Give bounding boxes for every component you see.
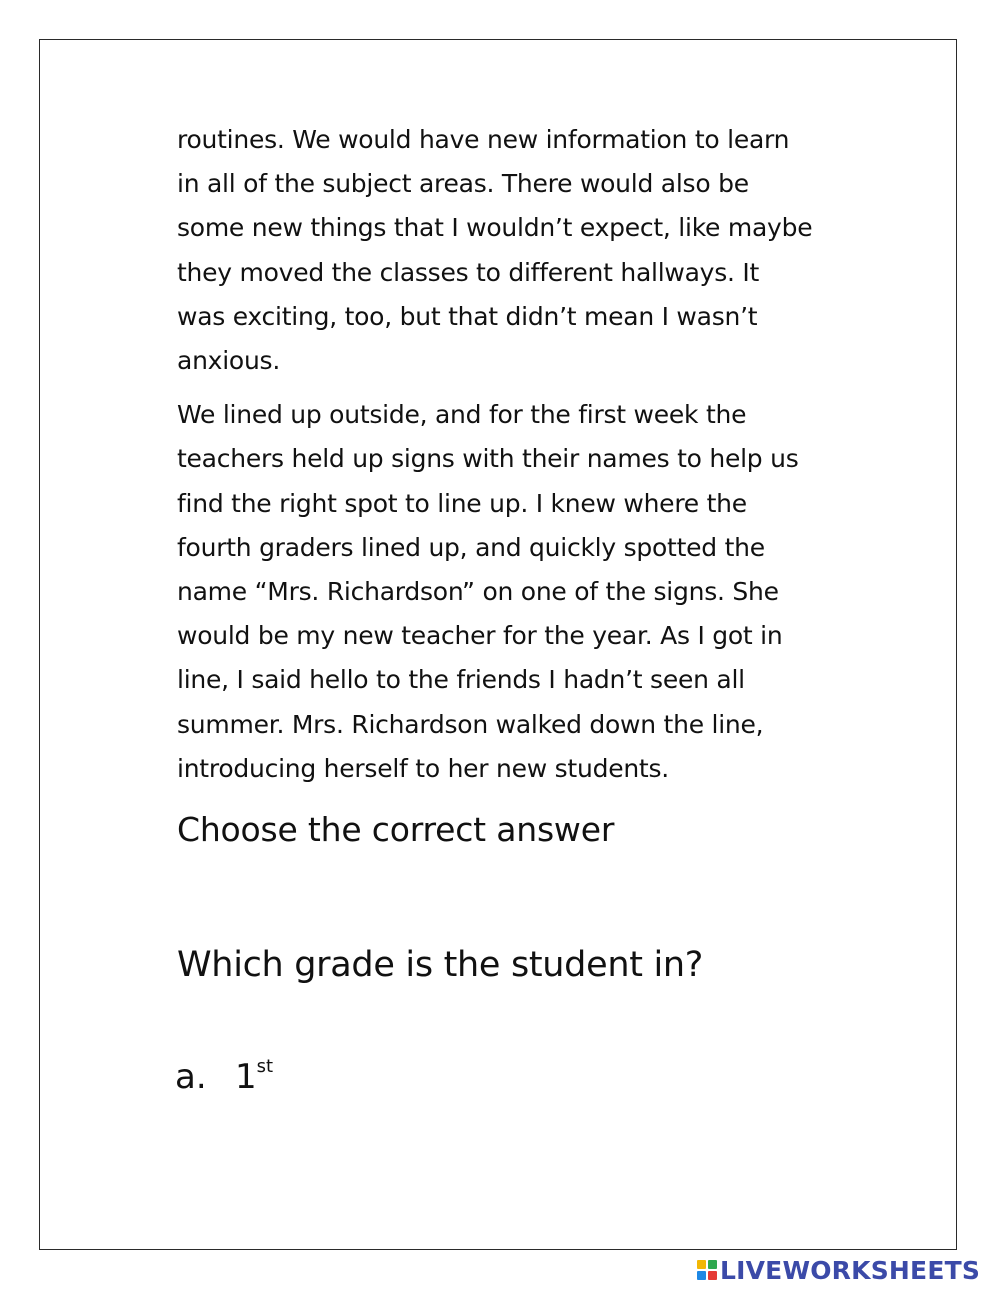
answer-option-a[interactable]: [175, 1056, 273, 1097]
passage-paragraph-2: We lined up outside, and for the first week the teachers held up signs with their names to help us find the right spot to line up. I knew where the fourth graders lined up, and quickly spotted the name “Mrs. Richardson” on one of the signs. She would be my new teacher for the year. As I got in line, I said hello to the friends I hadn’t seen all summer. Mrs. Richardson walked down the line, introducing herself to her new students.: [177, 400, 799, 783]
instruction-heading: Choose the correct answer: [177, 810, 615, 849]
liveworksheets-brand[interactable]: [697, 1256, 980, 1284]
logo-square-icon: [697, 1260, 706, 1269]
passage-paragraph-1: routines. We would have new information to learn in all of the subject areas. There would also be some new things that I wouldn’t expect, like maybe they moved the classes to different hallways. It was exciting, too, but that didn’t mean I wasn’t anxious.: [177, 125, 813, 376]
option-letter: a.: [175, 1057, 207, 1097]
question-text: Which grade is the student in?: [177, 945, 704, 985]
logo-square-icon: [708, 1271, 717, 1280]
liveworksheets-logo-icon: [697, 1260, 717, 1280]
reading-passage: [177, 118, 887, 791]
brand-name: LIVEWORKSHEETS: [720, 1255, 981, 1285]
option-suffix: st: [256, 1056, 274, 1077]
option-value: [235, 1056, 273, 1097]
option-number: 1: [235, 1057, 257, 1097]
logo-square-icon: [697, 1271, 706, 1280]
logo-square-icon: [708, 1260, 717, 1269]
